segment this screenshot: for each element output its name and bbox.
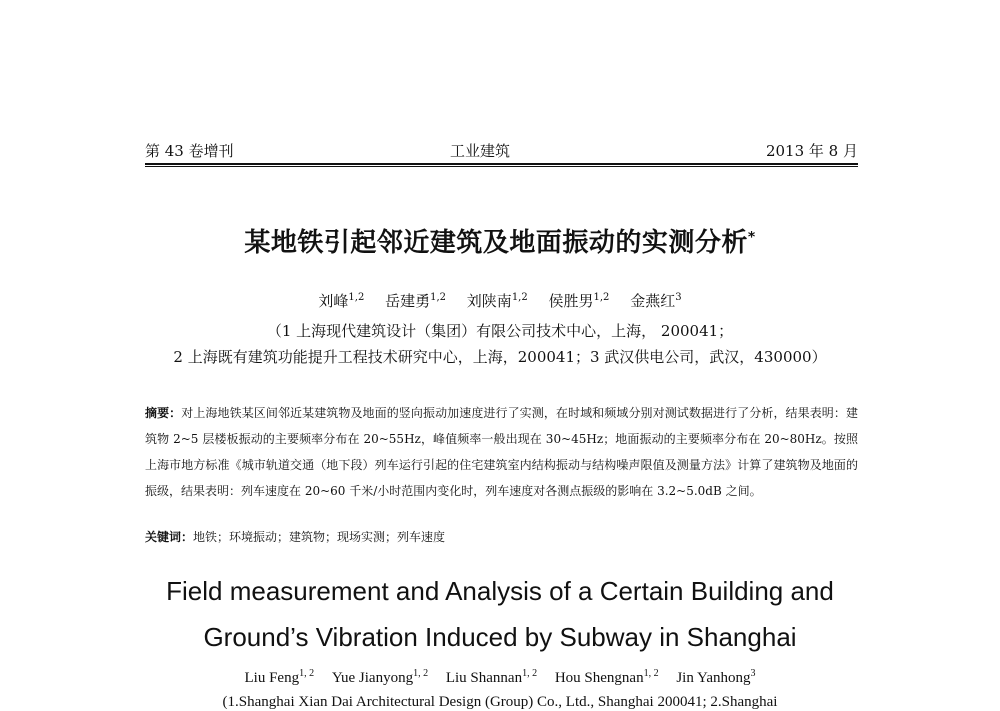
english-author: Liu Shannan$^{1, 2}$ [445,668,538,686]
english-author: Hou Shengnan$^{1, 2}$ [554,668,659,686]
abstract-text: 对上海地铁某区间邻近某建筑物及地面的竖向振动加速度进行了实测，在时域和频域分别对测试数据进行了分析，结果表明：建筑物 2~5 层楼板振动的主要频率分布在 20~55Hz，峰值频率一般出现在 30~45Hz；地面振动的主要频率分布在 20~80Hz。按照上海市地方标准《城市轨道交通（地下段）列车运行引起的住宅建筑室内结构振动与结构噪声限值及测量方法》计算了建筑物及地面的振级，结果表明：列车速度在 20~60 千米/小时范围内变化时，列车速度对各测点振级的影响在 3.2~5.0dB 之间。 [145,406,858,498]
keywords-text: 地铁；环境振动；建筑物；现场实测；列车速度 [193,530,446,544]
author: 刘峰$^{1,2}$ [318,292,365,310]
english-author-list [0,668,1000,687]
author: 岳建勇$^{1,2}$ [385,292,447,310]
affiliation-line-2: 2 上海既有建筑功能提升工程技术研究中心，上海，200041；3 武汉供电公司，武汉，430000） [173,348,827,366]
author: 金燕红$^3$ [630,292,682,310]
keywords-label: 关键词： [145,530,194,544]
running-header [145,139,858,165]
affiliation-line-1: （1 上海现代建筑设计（集团）有限公司技术中心，上海， 200041； [266,322,734,340]
header-rule [145,166,858,167]
abstract [145,400,858,504]
title-footnote-mark: * [747,229,756,246]
english-title-line-2: Ground’s Vibration Induced by Subway in Shanghai [203,622,797,652]
english-author: Liu Feng$^{1, 2}$ [244,668,315,686]
english-author: Yue Jianyong$^{1, 2}$ [331,668,429,686]
english-title-line-1: Field measurement and Analysis of a Certain Building and [166,576,834,606]
english-author: Jin Yanhong$^3$ [676,668,756,686]
paper-title [0,222,1000,259]
header-volume: 第 43 卷增刊 [145,142,234,160]
header-journal: 工业建筑 [450,142,511,160]
title-text: 某地铁引起邻近建筑及地面振动的实测分析 [244,228,748,258]
author: 刘陕南$^{1,2}$ [466,292,528,310]
header-date: 2013 年 8 月 [765,142,858,160]
author-list [0,290,1000,311]
keywords [145,528,858,545]
abstract-label: 摘要： [145,406,182,420]
english-affiliation-partial: (1.Shanghai Xian Dai Architectural Design (Group) Co., Ltd., Shanghai 200041; 2.Shanghai [222,694,778,710]
author: 侯胜男$^{1,2}$ [548,292,610,310]
